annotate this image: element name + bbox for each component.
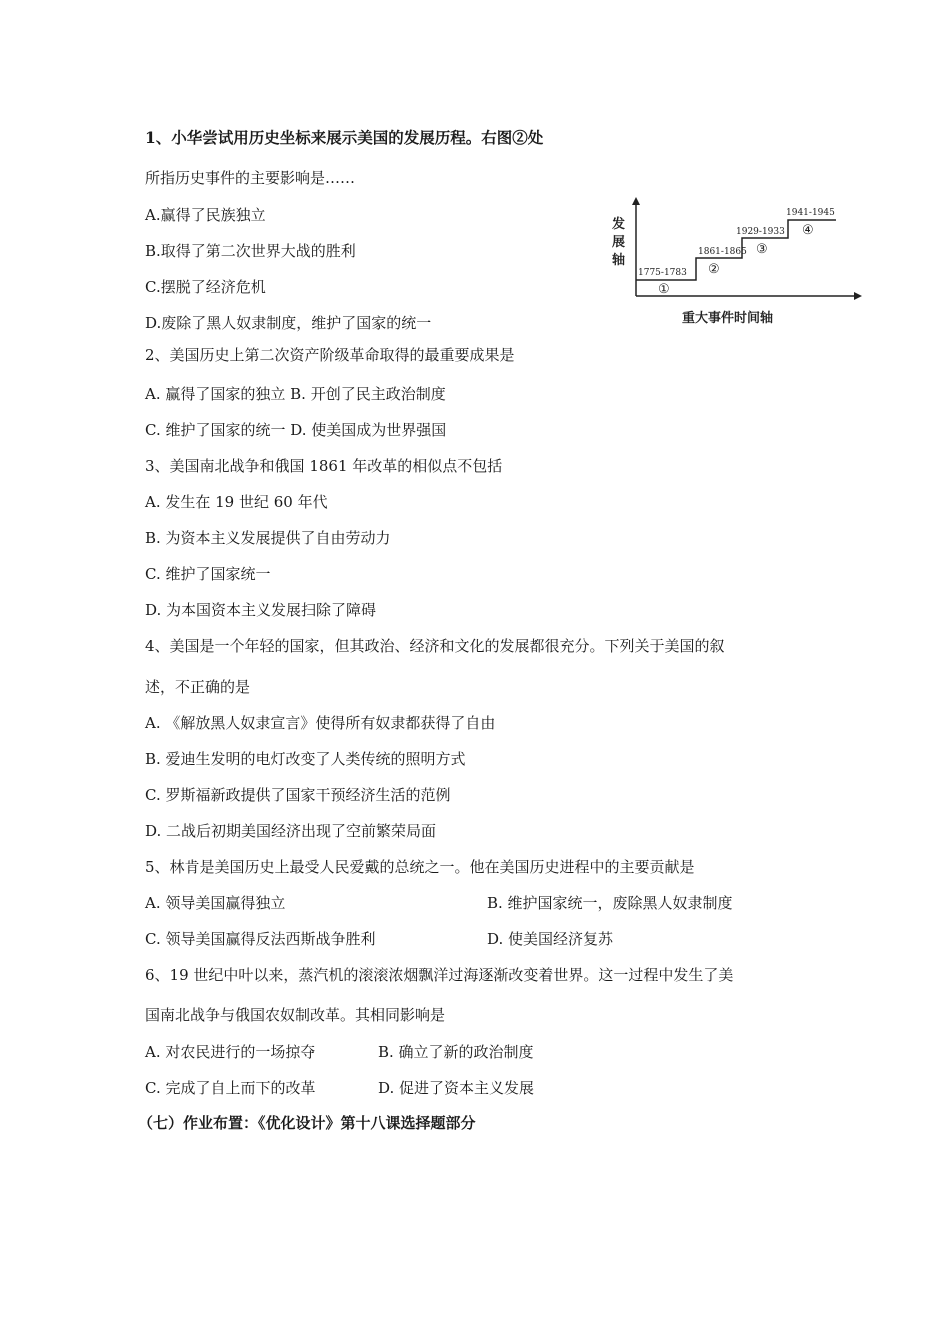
question-2-option-cd: C. 维护了国家的统一 D. 使美国成为世界强国 xyxy=(145,421,447,439)
question-6-stem: 6、19 世纪中叶以来，蒸汽机的滚滚浓烟飘洋过海逐渐改变着世界。这一过程中发生了美 xyxy=(145,966,734,984)
question-6-option-d: D. 促进了资本主义发展 xyxy=(378,1079,535,1097)
question-1-stem-cont: 所指历史事件的主要影响是…… xyxy=(145,169,356,187)
step-4-period: 1941-1945 xyxy=(786,208,835,218)
question-3-option-d: D. 为本国资本主义发展扫除了障碍 xyxy=(145,601,377,619)
question-1-option-d: D.废除了黑人奴隶制度，维护了国家的统一 xyxy=(145,314,432,332)
step-2-marker: ② xyxy=(708,262,720,277)
question-5-stem: 5、林肯是美国历史上最受人民爱戴的总统之一。他在美国历史进程中的主要贡献是 xyxy=(145,858,695,876)
y-axis-arrow xyxy=(632,197,640,205)
question-4-option-d: D. 二战后初期美国经济出现了空前繁荣局面 xyxy=(145,822,437,840)
question-2-option-ab: A. 赢得了国家的独立 B. 开创了民主政治制度 xyxy=(145,385,446,403)
question-4-option-a: A. 《解放黑人奴隶宣言》使得所有奴隶都获得了自由 xyxy=(145,714,496,732)
question-3-stem: 3、美国南北战争和俄国 1861 年改革的相似点不包括 xyxy=(145,457,503,475)
y-axis-label-char-3: 轴 xyxy=(612,253,626,268)
question-4-option-b: B. 爱迪生发明的电灯改变了人类传统的照明方式 xyxy=(145,750,466,768)
question-1-stem: 1、小华尝试用历史坐标来展示美国的发展历程。右图②处 xyxy=(145,128,544,147)
question-5-option-b: B. 维护国家统一，废除黑人奴隶制度 xyxy=(487,894,733,912)
question-3-option-b: B. 为资本主义发展提供了自由劳动力 xyxy=(145,529,391,547)
homework-assignment: （七）作业布置：《优化设计》第十八课选择题部分 xyxy=(138,1114,476,1132)
x-axis-arrow xyxy=(854,292,862,300)
question-5-option-d: D. 使美国经济复苏 xyxy=(487,930,614,948)
step-1-period: 1775-1783 xyxy=(638,268,687,278)
step-2-period: 1861-1865 xyxy=(698,247,747,257)
question-6-option-c: C. 完成了自上而下的改革 xyxy=(145,1079,316,1097)
question-6-option-b: B. 确立了新的政治制度 xyxy=(378,1043,534,1061)
step-3-period: 1929-1933 xyxy=(736,227,785,237)
y-axis-label-char-1: 发 xyxy=(612,217,626,232)
question-5-option-c: C. 领导美国赢得反法西斯战争胜利 xyxy=(145,930,376,948)
question-1-option-c: C.摆脱了经济危机 xyxy=(145,278,266,296)
question-4-stem: 4、美国是一个年轻的国家，但其政治、经济和文化的发展都很充分。下列关于美国的叙 xyxy=(145,637,725,655)
history-timeline-figure xyxy=(610,196,870,336)
question-6-option-a: A. 对农民进行的一场掠夺 xyxy=(145,1043,316,1061)
step-3-marker: ③ xyxy=(756,242,768,257)
step-1-marker: ① xyxy=(658,282,670,297)
question-1-option-a: A.赢得了民族独立 xyxy=(145,206,266,224)
question-3-option-c: C. 维护了国家统一 xyxy=(145,565,271,583)
y-axis-label-char-2: 展 xyxy=(612,235,626,250)
x-axis-label: 重大事件时间轴 xyxy=(682,311,774,326)
question-1-option-b: B.取得了第二次世界大战的胜利 xyxy=(145,242,356,260)
question-4-option-c: C. 罗斯福新政提供了国家干预经济生活的范例 xyxy=(145,786,451,804)
step-4-marker: ④ xyxy=(802,223,814,238)
question-5-option-a: A. 领导美国赢得独立 xyxy=(145,894,286,912)
question-4-stem-cont: 述，不正确的是 xyxy=(145,678,251,696)
question-2-stem: 2、美国历史上第二次资产阶级革命取得的最重要成果是 xyxy=(145,346,515,364)
question-6-stem-cont: 国南北战争与俄国农奴制改革。其相同影响是 xyxy=(145,1006,446,1024)
question-3-option-a: A. 发生在 19 世纪 60 年代 xyxy=(145,493,328,511)
